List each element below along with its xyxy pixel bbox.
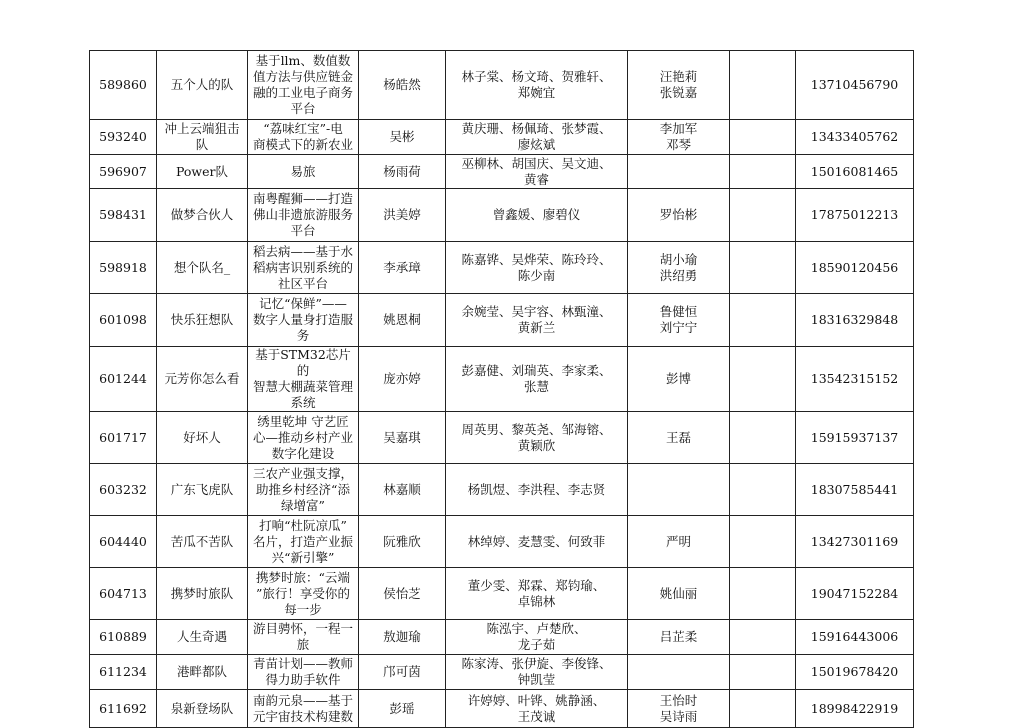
advisor-cell-text: 胡小瑜 洪绍勇 [659,251,698,283]
table-row [90,655,914,690]
team-name-cell [157,155,248,189]
members-cell [446,242,628,294]
members-cell-text: 余婉莹、吴宇容、林甄潼、 黄新兰 [461,304,612,335]
team-name-cell [157,620,248,655]
team-name-cell-text: 广东飞虎队 [170,481,234,497]
leader-cell-text: 侯怡芝 [383,585,421,601]
empty-cell [730,155,796,189]
members-cell-text: 林子棠、杨文琦、贺雅轩、 郑婉宜 [461,69,612,100]
team-name-cell-text: 苦瓜不苦队 [170,533,234,549]
team-name-cell [157,568,248,620]
phone-cell-text: 18590120456 [810,259,899,275]
id-cell-text: 611692 [99,700,147,716]
leader-cell-text: 彭瑶 [389,700,415,716]
team-name-cell-text: 快乐狂想队 [170,312,234,327]
project-name-cell [248,620,359,655]
project-name-cell-text: 稻去病——基于水 稻病害识别系统的 社区平台 [252,243,353,291]
empty-cell [730,347,796,412]
id-cell-text: 603232 [99,481,147,497]
members-cell-text: 林绰婷、麦慧雯、何致菲 [467,533,606,549]
advisor-cell [628,189,730,242]
advisor-cell [628,620,730,655]
phone-cell-text: 15019678420 [810,664,899,679]
advisor-cell [628,294,730,347]
team-name-cell [157,189,248,242]
team-name-cell [157,464,248,516]
team-name-cell-text: Power队 [175,163,228,179]
table-row [90,120,914,155]
members-cell [446,655,628,690]
advisor-cell [628,412,730,464]
id-cell-text: 596907 [99,163,147,179]
team-name-cell-text: 元芳你怎么看 [164,371,240,386]
leader-cell [359,120,446,155]
empty-cell [730,516,796,568]
project-name-cell-text: 携梦时旅：“云端 ”旅行！享受你的 每一步 [256,569,350,617]
team-name-cell [157,347,248,412]
phone-cell [796,412,914,464]
leader-cell-text: 阮雅欣 [383,533,421,549]
advisor-cell-text: 姚仙丽 [659,585,698,601]
leader-cell-text: 邝可茵 [383,664,421,679]
members-cell-text: 彭嘉健、刘瑞英、李家柔、 张慧 [461,363,612,394]
advisor-cell-text: 罗怡彬 [659,207,698,222]
team-name-cell [157,120,248,155]
team-name-cell-text: 港畔都队 [176,664,227,679]
id-cell-text: 604713 [99,585,147,601]
table-row [90,516,914,568]
project-name-cell [248,568,359,620]
id-cell [90,120,157,155]
phone-cell [796,464,914,516]
project-name-cell [248,412,359,464]
advisor-cell-text: 严明 [665,533,691,549]
leader-cell-text: 吴彬 [389,129,415,144]
id-cell [90,155,157,189]
phone-cell-text: 15915937137 [810,429,899,445]
advisor-cell [628,120,730,155]
phone-cell [796,51,914,120]
empty-cell [730,412,796,464]
project-name-cell-text: 南韵元泉——基于 元宇宙技术构建数 [252,692,353,724]
members-cell [446,620,628,655]
id-cell-text: 610889 [99,629,147,644]
members-cell [446,51,628,120]
table-row [90,412,914,464]
project-name-cell-text: 南粤醒狮——打造 佛山非遗旅游服务 平台 [252,191,353,238]
table-body [90,51,914,728]
phone-cell-text: 18316329848 [810,312,899,327]
team-name-cell-text: 五个人的队 [170,77,234,92]
project-name-cell-text: 三农产业强支撑， 助推乡村经济“添 绿增富” [252,465,353,513]
leader-cell [359,412,446,464]
project-name-cell [248,51,359,120]
phone-cell [796,294,914,347]
id-cell [90,189,157,242]
members-cell [446,568,628,620]
team-name-cell-text: 泉新登场队 [170,700,234,716]
project-name-cell-text: 打响“杜阮凉瓜” 名片，打造产业振 兴“新引擎” [252,517,353,565]
team-name-cell-text: 携梦时旅队 [170,585,234,601]
leader-cell-text: 李承璋 [383,259,421,275]
advisor-cell-text: 汪艳莉 张锐嘉 [659,69,698,100]
leader-cell-text: 庞亦婷 [383,371,421,386]
phone-cell-text: 13542315152 [810,371,899,386]
id-cell-text: 593240 [99,129,147,144]
project-name-cell [248,464,359,516]
id-cell [90,568,157,620]
team-name-cell [157,516,248,568]
project-name-cell-text: “荔味红宝”-电 商模式下的新农业 [252,121,353,152]
members-cell-text: 周英男、黎英尧、邹海镕、 黄颖欣 [461,421,612,453]
members-cell [446,464,628,516]
project-name-cell-text: 基于STM32芯片的 智慧大棚蔬菜管理 系统 [252,347,353,410]
id-cell [90,516,157,568]
leader-cell [359,242,446,294]
leader-cell-text: 杨皓然 [383,77,421,92]
id-cell [90,294,157,347]
project-name-cell [248,242,359,294]
table-row [90,464,914,516]
id-cell [90,347,157,412]
team-name-cell [157,294,248,347]
advisor-cell [628,464,730,516]
project-name-cell [248,189,359,242]
advisor-cell-text: 王磊 [665,429,691,445]
leader-cell [359,568,446,620]
leader-cell [359,347,446,412]
members-cell [446,120,628,155]
leader-cell [359,464,446,516]
project-name-cell [248,120,359,155]
phone-cell [796,620,914,655]
members-cell [446,516,628,568]
team-name-cell-text: 想个队名_ [173,259,231,275]
advisor-cell-text: 吕芷柔 [659,629,698,644]
leader-cell-text: 林嘉顺 [383,481,421,497]
table-row [90,347,914,412]
phone-cell [796,242,914,294]
phone-cell [796,155,914,189]
team-name-cell [157,51,248,120]
members-cell-text: 黄庆珊、杨佩琦、张梦霞、 廖炫斌 [461,121,612,152]
team-name-cell [157,655,248,690]
members-cell-text: 陈泓宇、卢楚欣、 龙子茹 [486,621,587,652]
advisor-cell [628,347,730,412]
advisor-cell [628,51,730,120]
project-name-cell [248,347,359,412]
id-cell-text: 601717 [99,429,147,445]
leader-cell [359,294,446,347]
project-name-cell-text: 青苗计划——教师 得力助手软件 [252,656,353,687]
team-name-cell [157,242,248,294]
team-name-cell-text: 做梦合伙人 [170,207,234,222]
phone-cell [796,347,914,412]
team-name-cell-text: 好坏人 [183,429,221,445]
id-cell [90,655,157,690]
advisor-cell [628,655,730,690]
members-cell [446,347,628,412]
id-cell [90,51,157,120]
project-name-cell [248,655,359,690]
phone-cell-text: 15916443006 [810,629,899,644]
id-cell-text: 604440 [99,533,147,549]
phone-cell-text: 17875012213 [810,207,899,222]
advisor-cell-text: 彭博 [665,371,691,386]
project-name-cell-text: 易旅 [290,163,316,179]
id-cell-text: 601098 [99,312,147,327]
table-row [90,620,914,655]
empty-cell [730,294,796,347]
id-cell-text: 589860 [99,77,147,92]
empty-cell [730,189,796,242]
registration-table [89,50,914,728]
team-name-cell-text: 冲上云端狙击 队 [164,121,240,152]
team-name-cell [157,412,248,464]
members-cell [446,294,628,347]
id-cell-text: 601244 [99,371,147,386]
leader-cell-text: 吴嘉琪 [383,429,421,445]
table-row [90,242,914,294]
project-name-cell [248,155,359,189]
project-name-cell-text: 记忆“保鲜”—— 数字人量身打造服 务 [252,296,353,343]
table-row [90,155,914,189]
members-cell-text: 杨凯煜、李洪程、李志贤 [467,481,606,497]
advisor-cell-text: 李加军 邓琴 [659,121,698,152]
members-cell-text: 许婷婷、叶铧、姚静涵、 王茂诚 [467,692,606,724]
phone-cell [796,189,914,242]
project-name-cell-text: 基于llm、数值数 值方法与供应链金 融的工业电子商务 平台 [252,53,353,116]
id-cell [90,242,157,294]
leader-cell [359,51,446,120]
phone-cell [796,516,914,568]
members-cell-text: 巫柳林、胡国庆、吴文迪、 黄睿 [461,155,612,187]
phone-cell-text: 19047152284 [810,585,899,601]
table-row [90,51,914,120]
phone-cell-text: 13710456790 [810,77,899,92]
project-name-cell [248,516,359,568]
team-name-cell-text: 人生奇遇 [176,629,227,644]
phone-cell-text: 18998422919 [810,700,899,716]
empty-cell [730,242,796,294]
project-name-cell-text: 绣里乾坤 守艺匠 心—推动乡村产业 数字化建设 [252,413,353,461]
empty-cell [730,568,796,620]
leader-cell [359,655,446,690]
leader-cell-text: 洪美婷 [383,207,421,222]
id-cell [90,464,157,516]
advisor-cell [628,516,730,568]
advisor-cell [628,568,730,620]
phone-cell-text: 13427301169 [810,533,899,549]
members-cell [446,155,628,189]
id-cell-text: 598918 [99,259,147,275]
phone-cell-text: 18307585441 [810,481,899,497]
id-cell-text: 611234 [99,664,147,679]
project-name-cell-text: 游目骋怀，一程一 旅 [252,621,353,652]
phone-cell-text: 13433405762 [810,129,899,144]
empty-cell [730,120,796,155]
id-cell [90,412,157,464]
table-row [90,294,914,347]
empty-cell [730,620,796,655]
phone-cell-text: 15016081465 [810,163,899,179]
phone-cell [796,568,914,620]
members-cell [446,412,628,464]
leader-cell [359,189,446,242]
advisor-cell [628,242,730,294]
advisor-cell-text: 鲁健恒 刘宁宁 [659,304,698,335]
project-name-cell [248,294,359,347]
table-row [90,568,914,620]
advisor-cell [628,155,730,189]
phone-cell [796,120,914,155]
leader-cell [359,620,446,655]
leader-cell-text: 姚恩桐 [383,312,421,327]
phone-cell [796,655,914,690]
members-cell [446,189,628,242]
members-cell-text: 曾鑫媛、廖碧仪 [492,207,581,222]
table-row [90,189,914,242]
members-cell-text: 陈家涛、张伊旋、李俊锋、 钟凯莹 [461,656,612,687]
members-cell-text: 陈嘉铧、吴烨荣、陈玲玲、 陈少南 [461,251,612,283]
leader-cell [359,516,446,568]
id-cell-text: 598431 [99,207,147,222]
members-cell-text: 董少雯、郑霖、郑钧瑜、 卓锦林 [467,577,606,609]
empty-cell [730,655,796,690]
leader-cell-text: 杨雨荷 [383,163,421,179]
advisor-cell-text: 王怡时 吴诗雨 [659,692,698,724]
leader-cell-text: 敖迦瑜 [383,629,421,644]
empty-cell [730,464,796,516]
empty-cell [730,51,796,120]
leader-cell [359,155,446,189]
id-cell [90,620,157,655]
